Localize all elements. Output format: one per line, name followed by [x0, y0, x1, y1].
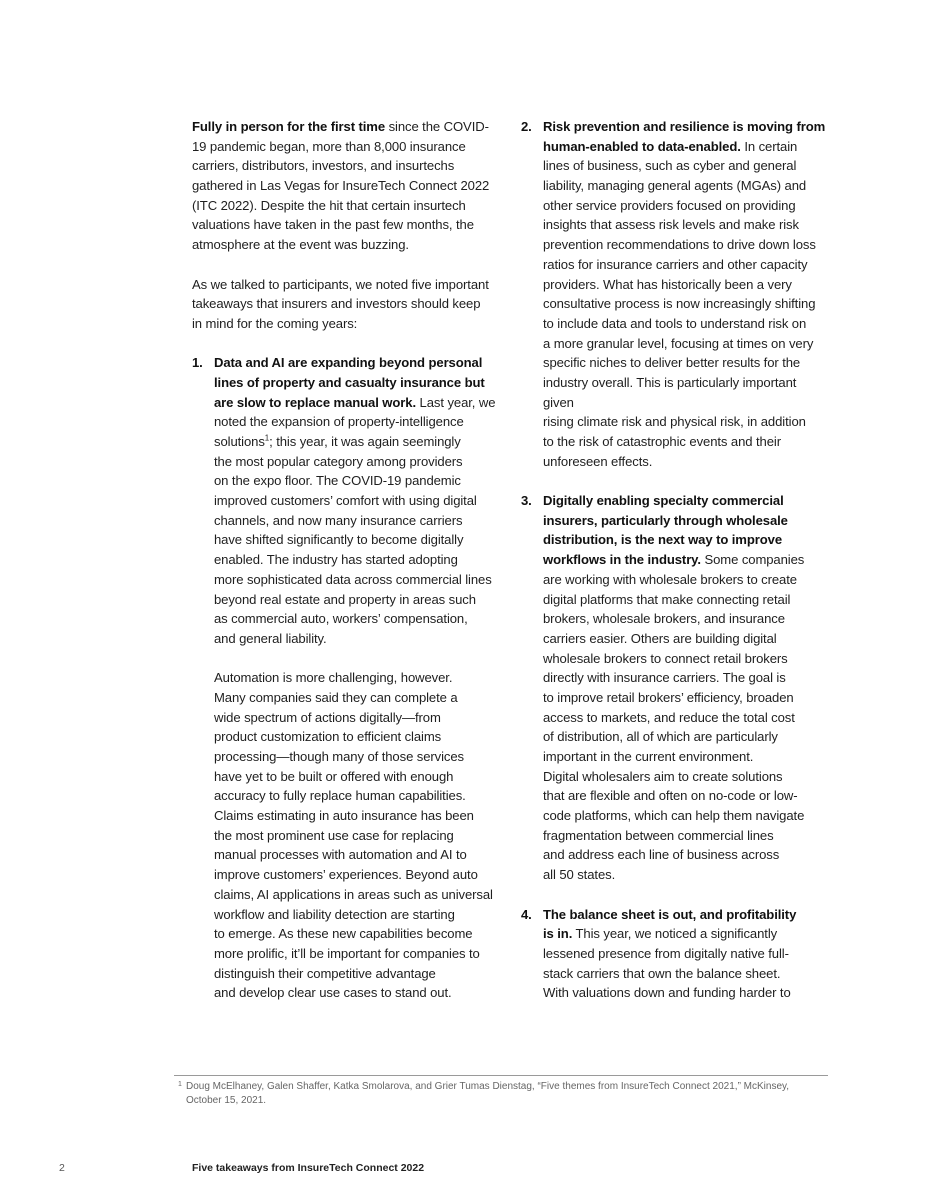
body-line: Many companies said they can complete a [214, 689, 458, 705]
intro-lead-bold: Fully in person for the first time [192, 119, 386, 134]
intro-line: carriers, distributors, investors, and insurtechs [192, 158, 455, 174]
body-line: directly with insurance carriers. The goal is [543, 670, 786, 686]
body-line: and general liability. [214, 630, 327, 646]
body-line: improve customers’ experiences. Beyond auto [214, 867, 478, 883]
running-title: Five takeaways from InsureTech Connect 2022 [192, 1162, 425, 1174]
body-line: ; this year, it was again seemingly [269, 434, 461, 449]
body-line: on the expo floor. The COVID-19 pandemic [214, 473, 461, 489]
takeaway-heading-line: is in. [543, 926, 573, 942]
body-line: manual processes with automation and AI to [214, 847, 467, 863]
body-line: a more granular level, focusing at times on very [543, 335, 814, 351]
body-line: that are flexible and often on no-code or low- [543, 788, 798, 804]
body-line: stack carriers that own the balance sheet. [543, 965, 781, 981]
intro-line: since the COVID- [385, 119, 489, 134]
body-line: In certain [740, 138, 798, 154]
body-line: Automation is more challenging, however. [214, 670, 453, 686]
takeaway-heading-line: human-enabled to data-enabled. [543, 138, 741, 154]
takeaway-1 [192, 353, 512, 1003]
body-line: wide spectrum of actions digitally—from [214, 709, 441, 725]
body-line: noted the expansion of property-intelligence [214, 414, 464, 430]
takeaway-number: 3. [521, 493, 532, 509]
intro-line: in mind for the coming years: [192, 315, 358, 331]
body-line: wholesale brokers to connect retail brokers [543, 650, 788, 666]
takeaway-3 [521, 491, 833, 885]
takeaway-heading-line: are slow to replace manual work. [214, 394, 417, 410]
body-line: lines of business, such as cyber and general [543, 158, 797, 174]
takeaway-number: 2. [521, 119, 532, 134]
footnote-mark: 1 [178, 1081, 182, 1088]
body-line: more prolific, it’ll be important for companies to [214, 945, 480, 961]
takeaway-heading-line: insurers, particularly through wholesale [543, 512, 788, 528]
body-line: specific niches to deliver better results for the [543, 355, 801, 371]
body-line: other service providers focused on providing [543, 197, 796, 213]
body-line: important in the current environment. [543, 749, 754, 764]
takeaway-4 [521, 905, 833, 1003]
takeaway-heading-line: The balance sheet is out, and profitability [543, 906, 797, 922]
body-line: providers. What has historically been a very [543, 276, 792, 292]
body-line: code platforms, which can help them navigate [543, 808, 805, 824]
intro-line: gathered in Las Vegas for InsureTech Connect 2022 [192, 178, 490, 194]
body-line: distinguish their competitive advantage [214, 965, 436, 981]
intro-line: 19 pandemic began, more than 8,000 insurance [192, 138, 466, 154]
body-line: channels, and now many insurance carriers [214, 512, 463, 528]
footnote-divider [174, 1075, 828, 1076]
body-line: carriers easier. Others are building digital [543, 630, 777, 646]
body-line: industry overall. This is particularly important [543, 374, 797, 390]
takeaway-heading-line: Risk prevention and resilience is moving from [543, 119, 826, 134]
takeaway-2 [521, 117, 833, 471]
body-line: are working with wholesale brokers to create [543, 571, 797, 587]
takeaway-heading-line: lines of property and casualty insurance but [214, 374, 485, 390]
body-line: claims, AI applications in areas such as universal [214, 886, 493, 902]
body-line: processing—though many of those services [214, 749, 465, 764]
intro-line: (ITC 2022). Despite the hit that certain insurtech [192, 197, 466, 213]
body-line: all 50 states. [543, 867, 616, 883]
body-line: and address each line of business across [543, 847, 780, 863]
body-line: to emerge. As these new capabilities become [214, 926, 473, 942]
body-line: the most prominent use case for replacing [214, 827, 454, 843]
footnote [178, 1080, 826, 1108]
body-line: beyond real estate and property in areas such [214, 591, 476, 607]
intro-line: atmosphere at the event was buzzing. [192, 237, 409, 253]
right-column [521, 117, 833, 1003]
body-line: given [543, 394, 574, 410]
body-line: enabled. The industry has started adopting [214, 552, 458, 568]
body-line: consultative process is now increasingly shifting [543, 296, 816, 312]
body-line: ratios for insurance carriers and other capacity [543, 256, 808, 272]
takeaway-number: 1. [192, 355, 203, 371]
body-line: to include data and tools to understand risk on [543, 315, 807, 331]
body-line: have yet to be built or offered with enough [214, 768, 454, 784]
body-line: Digital wholesalers aim to create solutions [543, 768, 783, 784]
body-line: and develop clear use cases to stand out. [214, 985, 452, 1001]
body-line: insights that assess risk levels and make risk [543, 217, 799, 233]
intro-paragraph [192, 117, 512, 255]
takeaway-heading-line: distribution, is the next way to improve [543, 532, 782, 548]
body-line: more sophisticated data across commercial lines [214, 571, 492, 587]
takeaway-heading-line: workflows in the industry. [543, 552, 701, 568]
footnote-reference[interactable]: 1 [264, 433, 270, 443]
body-line: accuracy to fully replace human capabilities. [214, 788, 466, 804]
body-line: the most popular category among providers [214, 453, 463, 469]
body-line: digital platforms that make connecting retail [543, 591, 791, 607]
body-line: unforeseen effects. [543, 453, 653, 469]
body-line: liability, managing general agents (MGAs) and [543, 178, 807, 194]
body-line: Last year, we [416, 394, 496, 410]
takeaway-heading-line: Digitally enabling specialty commercial [543, 493, 784, 509]
intro-line: takeaways that insurers and investors should keep [192, 296, 481, 312]
body-line: brokers, wholesale brokers, and insurance [543, 611, 785, 627]
body-line: of distribution, all of which are particularly [543, 729, 778, 745]
intro-paragraph-2 [192, 275, 512, 334]
body-line: solutions [214, 434, 265, 449]
body-line: rising climate risk and physical risk, in addition [543, 414, 806, 430]
body-line: product customization to efficient claims [214, 729, 442, 745]
body-line: as commercial auto, workers’ compensation, [214, 611, 468, 627]
page-number: 2 [59, 1162, 65, 1174]
body-line: to the risk of catastrophic events and their [543, 434, 781, 449]
intro-line: As we talked to participants, we noted five important [192, 276, 489, 292]
takeaway-heading-line: Data and AI are expanding beyond personal [214, 355, 483, 371]
intro-line: valuations have taken in the past few months, the [192, 217, 474, 233]
body-line: Some companies [700, 552, 805, 568]
body-line: have shifted significantly to become digitally [214, 532, 464, 548]
body-line: prevention recommendations to drive down loss [543, 237, 816, 253]
body-line: access to markets, and reduce the total cost [543, 709, 795, 725]
footnote-line: October 15, 2021. [186, 1095, 267, 1106]
body-line: improved customers’ comfort with using digital [214, 493, 477, 509]
footnote-line: Doug McElhaney, Galen Shaffer, Katka Smolarova, and Grier Tumas Dienstag, “Five themes from InsureTech Connect 2021,” McKinsey, [186, 1081, 790, 1092]
takeaway-number: 4. [521, 906, 532, 922]
body-line: Claims estimating in auto insurance has been [214, 808, 474, 824]
body-line: fragmentation between commercial lines [543, 827, 774, 843]
body-line: to improve retail brokers’ efficiency, broaden [543, 689, 794, 705]
body-line: workflow and liability detection are starting [214, 906, 455, 922]
body-line: lessened presence from digitally native full- [543, 945, 789, 961]
body-line: This year, we noticed a significantly [572, 926, 778, 942]
body-line: With valuations down and funding harder to [543, 985, 791, 1001]
left-column [192, 117, 512, 1003]
